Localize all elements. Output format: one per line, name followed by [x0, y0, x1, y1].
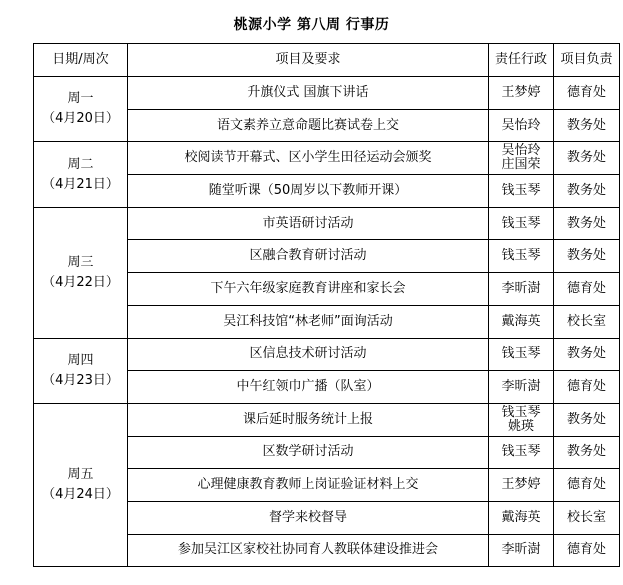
dept-cell: 德育处: [554, 77, 620, 110]
item-cell: 语文素养立意命题比赛试卷上交: [128, 109, 489, 142]
header-item: 项目及要求: [128, 44, 489, 77]
dept-cell: 校长室: [554, 305, 620, 338]
dept-cell: 教务处: [554, 175, 620, 208]
item-cell: 区数学研讨活动: [128, 436, 489, 469]
schedule-body: [34, 77, 620, 567]
item-cell: 下午六年级家庭教育讲座和家长会: [128, 273, 489, 306]
admin-cell: [489, 305, 554, 338]
admin-name: 吴怡玲: [501, 143, 541, 159]
item-cell: 督学来校督导: [128, 501, 489, 534]
admin-cell: [489, 338, 554, 371]
admin-name: 钱玉琴: [501, 346, 541, 362]
dept-cell: 德育处: [554, 469, 620, 502]
dept-cell: 教务处: [554, 240, 620, 273]
table-row: [34, 142, 620, 175]
admin-cell: [489, 273, 554, 306]
header-row: [34, 44, 620, 77]
admin-cell: [489, 240, 554, 273]
admin-name: 钱玉琴: [501, 215, 541, 231]
admin-name: 李昕澍: [501, 379, 541, 395]
dept-cell: 教务处: [554, 207, 620, 240]
day-date: （4月23日）: [42, 372, 119, 388]
table-row: [34, 338, 620, 371]
admin-cell: [489, 371, 554, 404]
day-date: （4月20日）: [42, 111, 119, 127]
day-name: 周五: [67, 467, 94, 483]
admin-cell: [489, 109, 554, 142]
day-name: 周四: [67, 352, 94, 368]
day-cell: [34, 207, 128, 338]
admin-cell: [489, 469, 554, 502]
item-cell: 市英语研讨活动: [128, 207, 489, 240]
admin-name: 戴海英: [501, 509, 541, 525]
admin-cell: [489, 403, 554, 436]
header-date: 日期/周次: [34, 44, 128, 77]
schedule-table: [33, 43, 620, 567]
admin-cell: [489, 142, 554, 175]
item-cell: 中午红领巾广播（队室）: [128, 371, 489, 404]
admin-name: 钱玉琴: [501, 444, 541, 460]
admin-cell: [489, 534, 554, 567]
admin-cell: [489, 501, 554, 534]
item-cell: 校阅读节开幕式、区小学生田径运动会颁奖: [128, 142, 489, 175]
admin-name: 李昕澍: [501, 280, 541, 296]
admin-name: 王梦婷: [501, 84, 541, 100]
day-name: 周二: [67, 156, 94, 172]
dept-cell: 校长室: [554, 501, 620, 534]
item-cell: 参加吴江区家校社协同育人教联体建设推进会: [128, 534, 489, 567]
admin-cell: [489, 207, 554, 240]
dept-cell: 德育处: [554, 273, 620, 306]
admin-name: 姚瑛: [507, 418, 534, 434]
admin-cell: [489, 175, 554, 208]
admin-cell: [489, 77, 554, 110]
table-row: [34, 207, 620, 240]
item-cell: 随堂听课（50周岁以下教师开课）: [128, 175, 489, 208]
dept-cell: 教务处: [554, 109, 620, 142]
admin-name: 吴怡玲: [501, 117, 541, 133]
item-cell: 区信息技术研讨活动: [128, 338, 489, 371]
admin-name: 庄国荣: [501, 157, 541, 173]
admin-name: 戴海英: [501, 313, 541, 329]
item-cell: 课后延时服务统计上报: [128, 403, 489, 436]
day-date: （4月22日）: [42, 274, 119, 290]
header-dept: 项目负责: [554, 44, 620, 77]
item-cell: 心理健康教育教师上岗证验证材料上交: [128, 469, 489, 502]
admin-name: 钱玉琴: [501, 248, 541, 264]
day-name: 周三: [67, 254, 94, 270]
day-cell: [34, 142, 128, 207]
day-cell: [34, 338, 128, 403]
day-date: （4月21日）: [42, 176, 119, 192]
dept-cell: 教务处: [554, 403, 620, 436]
day-cell: [34, 403, 128, 566]
table-row: [34, 77, 620, 110]
item-cell: 区融合教育研讨活动: [128, 240, 489, 273]
item-cell: 升旗仪式 国旗下讲话: [128, 77, 489, 110]
day-cell: [34, 77, 128, 142]
day-date: （4月24日）: [42, 487, 119, 503]
dept-cell: 教务处: [554, 338, 620, 371]
header-admin: 责任行政: [489, 44, 554, 77]
admin-name: 钱玉琴: [501, 182, 541, 198]
admin-name: 李昕澍: [501, 542, 541, 558]
admin-name: 王梦婷: [501, 477, 541, 493]
admin-cell: [489, 436, 554, 469]
dept-cell: 教务处: [554, 436, 620, 469]
dept-cell: 德育处: [554, 534, 620, 567]
item-cell: 吴江科技馆“林老师”面询活动: [128, 305, 489, 338]
page-title: 桃源小学 第八周 行事历: [233, 17, 390, 33]
dept-cell: 教务处: [554, 142, 620, 175]
dept-cell: 德育处: [554, 371, 620, 404]
day-name: 周一: [67, 91, 94, 107]
table-row: [34, 403, 620, 436]
admin-name: 钱玉琴: [501, 404, 541, 420]
